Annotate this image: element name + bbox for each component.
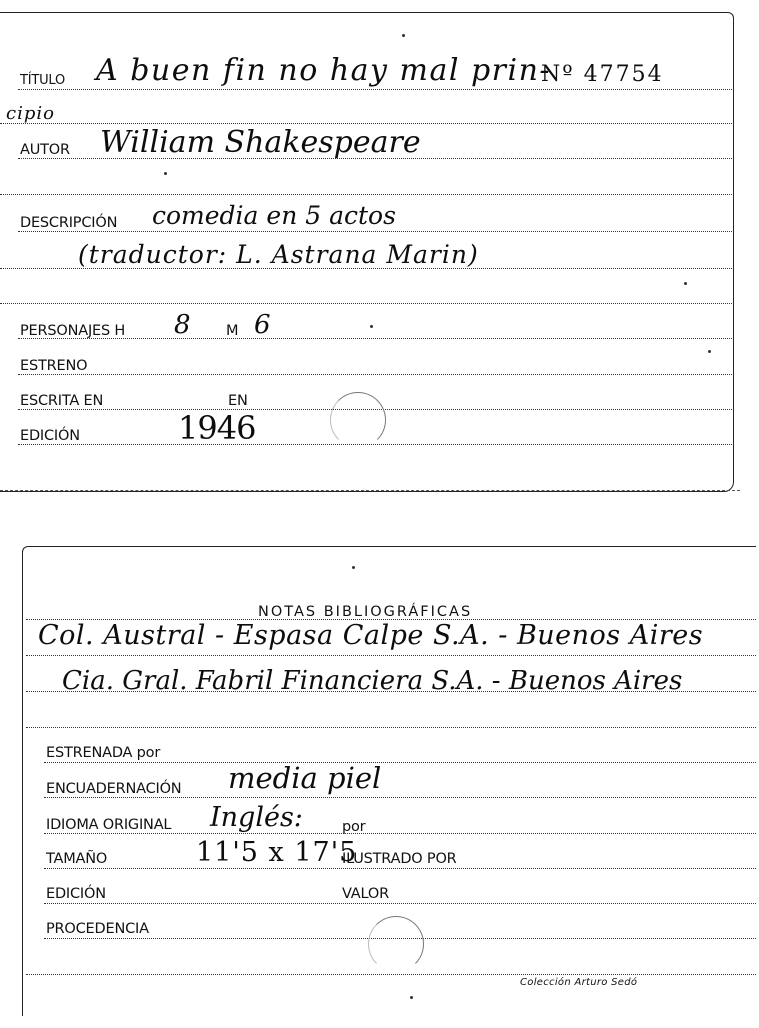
rule <box>18 89 732 90</box>
personajes-h-value: 8 <box>174 310 191 340</box>
notas-line-2: Cia. Gral. Fabril Financiera S.A. - Buenos Aires <box>62 666 683 696</box>
rule <box>26 727 756 728</box>
speck <box>352 566 355 569</box>
notas-line-1: Col. Austral - Espasa Calpe S.A. - Buenos Aires <box>38 620 704 651</box>
rule <box>0 123 732 124</box>
encuadernacion-value: media piel <box>228 761 382 795</box>
card-edge <box>0 490 740 491</box>
por-label: por <box>342 819 366 835</box>
titulo-label: TÍTULO <box>20 73 66 88</box>
idioma-value: Inglés: <box>210 802 303 833</box>
estreno-label: ESTRENO <box>20 358 88 374</box>
personajes-m-value: 6 <box>254 310 271 340</box>
edicion-value: 1946 <box>178 409 256 447</box>
punch-hole <box>330 392 386 448</box>
rule <box>44 868 756 869</box>
titulo-value-continued: cipio <box>6 103 55 124</box>
encuadernacion-label: ENCUADERNACIÓN <box>46 781 182 797</box>
descripcion-label: DESCRIPCIÓN <box>20 215 118 231</box>
idioma-label: IDIOMA ORIGINAL <box>46 817 172 833</box>
rule <box>44 903 756 904</box>
rule <box>0 194 732 195</box>
rule <box>26 974 756 975</box>
speck <box>402 34 405 37</box>
tamano-label: TAMAÑO <box>46 851 108 867</box>
estrenada-label: ESTRENADA por <box>46 745 161 761</box>
edicion-label: EDICIÓN <box>20 428 80 444</box>
rule <box>44 762 756 763</box>
rule <box>26 655 756 656</box>
catalog-number: Nº 47754 <box>541 62 664 87</box>
tamano-value: 11'5 x 17'5 <box>196 837 358 868</box>
punch-hole <box>368 916 424 972</box>
rule <box>0 303 732 304</box>
rule <box>18 231 732 232</box>
ilustrado-label: ILUSTRADO POR <box>342 851 457 867</box>
speck <box>410 996 413 999</box>
speck <box>684 282 687 285</box>
personajes-label: PERSONAJES H <box>20 323 126 339</box>
collection-footer: Colección Arturo Sedó <box>520 977 638 988</box>
rule <box>18 374 732 375</box>
descripcion-value: comedia en 5 actos <box>152 201 396 230</box>
autor-label: AUTOR <box>20 142 70 158</box>
speck <box>164 172 167 175</box>
procedencia-label: PROCEDENCIA <box>46 921 149 937</box>
rule <box>44 833 756 834</box>
titulo-value: A buen fin no hay mal prin- <box>96 53 552 88</box>
personajes-m-label: M <box>226 323 239 339</box>
rule <box>44 797 756 798</box>
escrita-en-label: ESCRITA EN <box>20 393 104 409</box>
speck <box>708 350 711 353</box>
en-label: EN <box>228 393 248 409</box>
edicion-2-label: EDICIÓN <box>46 886 106 902</box>
autor-value: William Shakespeare <box>100 125 421 160</box>
notas-heading: NOTAS BIBLIOGRÁFICAS <box>258 604 473 620</box>
valor-label: VALOR <box>342 886 389 902</box>
rule <box>18 444 732 445</box>
descripcion-value-continued: (traductor: L. Astrana Marin) <box>78 240 479 269</box>
speck <box>370 325 373 328</box>
